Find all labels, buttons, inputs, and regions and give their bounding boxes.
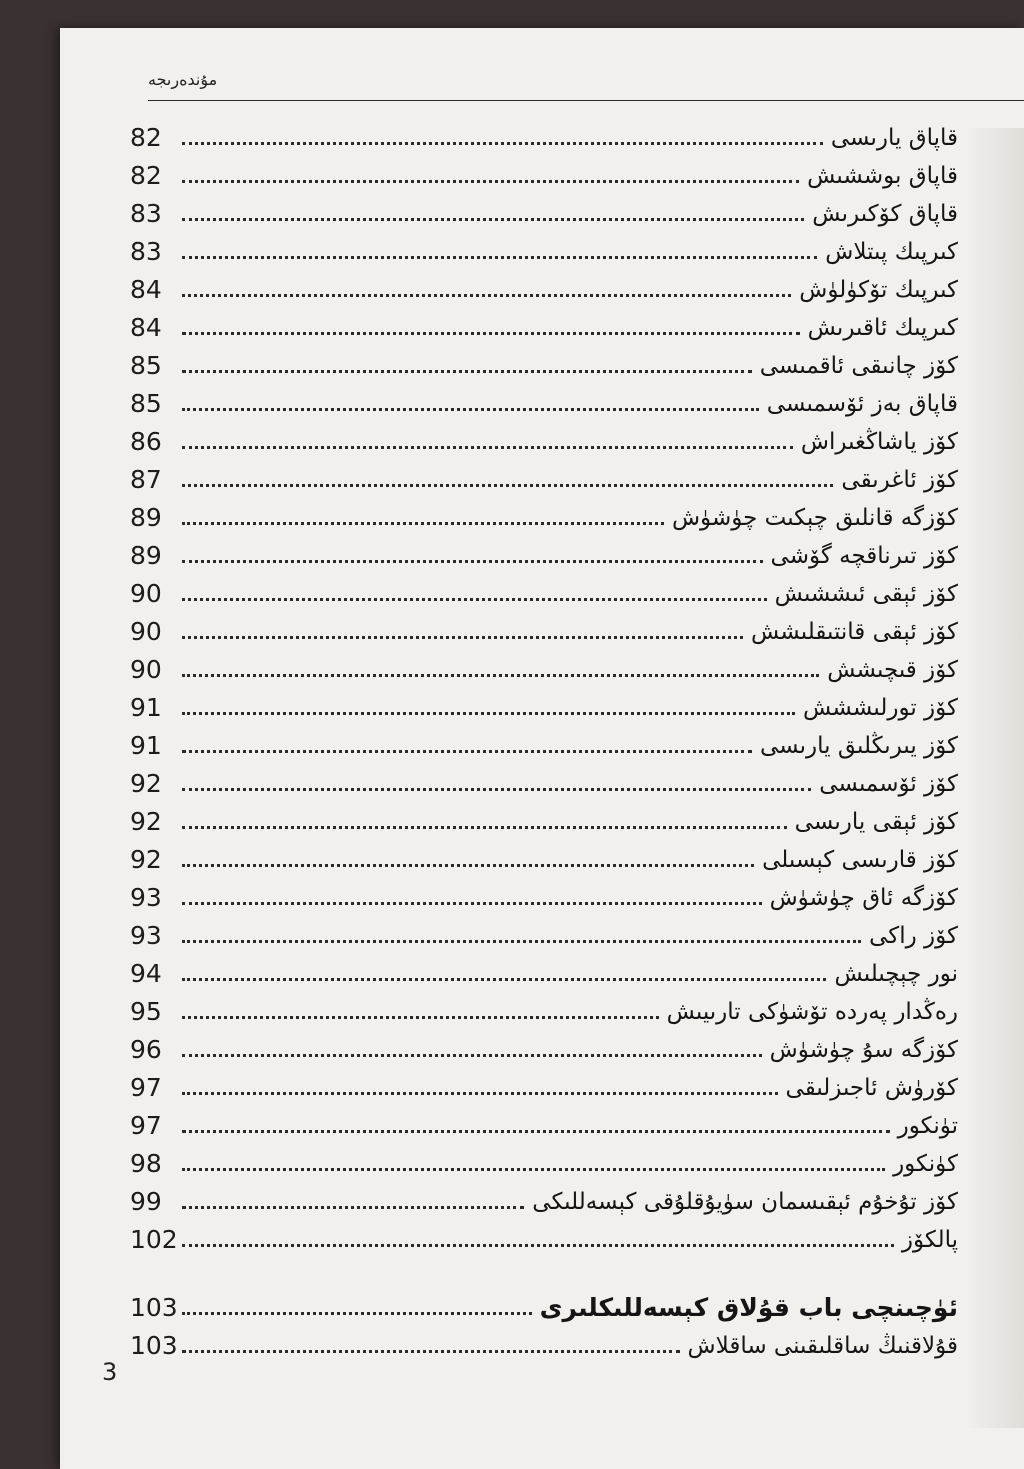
- dot-leader: [182, 1168, 885, 1171]
- dot-leader: [182, 1350, 680, 1353]
- dot-leader: [182, 560, 763, 563]
- toc-page-number: 82: [130, 161, 162, 190]
- toc-page-number: 85: [130, 351, 162, 380]
- toc-entry-title: قاپاق بەز ئۆسمىسى: [766, 391, 958, 417]
- toc-entry-title: كۆرۈش ئاجىزلىقى: [785, 1075, 958, 1101]
- toc-entry: [130, 683, 958, 721]
- book-page: [60, 28, 1024, 1469]
- toc-entry: [130, 113, 958, 151]
- toc-entry: [130, 265, 958, 303]
- toc-entry: [130, 721, 958, 759]
- page-header: [148, 70, 1024, 101]
- toc-page-number: 93: [130, 921, 162, 950]
- toc-page-number: 83: [130, 199, 162, 228]
- toc-entry: [130, 1177, 958, 1215]
- toc-page-number: 90: [130, 617, 162, 646]
- dot-leader: [182, 180, 799, 183]
- page-folio: 3: [102, 1358, 118, 1386]
- toc-entry-title: كۆزگە قانلىق چېكىت چۈشۈش: [671, 505, 958, 531]
- toc-page-number: 90: [130, 579, 162, 608]
- toc-page-number: 87: [130, 465, 162, 494]
- dot-leader: [182, 294, 791, 297]
- toc-entry: [130, 1321, 958, 1359]
- dot-leader: [182, 940, 861, 943]
- toc-entry: [130, 189, 958, 227]
- dot-leader: [182, 712, 795, 715]
- dot-leader: [182, 750, 752, 753]
- toc-entry: [130, 417, 958, 455]
- toc-page-number: 94: [130, 959, 162, 988]
- toc-entry: [130, 645, 958, 683]
- toc-entry: [130, 873, 958, 911]
- dot-leader: [182, 978, 826, 981]
- dot-leader: [182, 218, 804, 221]
- page-shadow: [964, 128, 1024, 1428]
- toc-entry: [130, 531, 958, 569]
- toc-entry: [130, 569, 958, 607]
- toc-page-number: 102: [130, 1225, 178, 1254]
- toc-entry-title: كۆز قىچىشش: [827, 657, 958, 683]
- toc-page-number: 99: [130, 1187, 162, 1216]
- toc-page-number: 103: [130, 1293, 178, 1322]
- dot-leader: [182, 1312, 532, 1315]
- toc-entry-title: تۈنكور: [897, 1113, 958, 1139]
- toc-entry-title: قاپاق بوششىش: [807, 163, 958, 189]
- toc-entry-title: كۆز تۇخۇم ئېقىسمان سۈيۇقلۇقى كېسەللىكى: [532, 1189, 958, 1215]
- dot-leader: [182, 598, 767, 601]
- toc-entry-title: كىرپىك ئاقىرىش: [807, 315, 958, 341]
- dot-leader: [182, 256, 817, 259]
- table-of-contents: [130, 113, 958, 1359]
- toc-page-number: 89: [130, 503, 162, 532]
- toc-page-number: 89: [130, 541, 162, 570]
- toc-page-number: 95: [130, 997, 162, 1026]
- toc-page-number: 92: [130, 807, 162, 836]
- toc-entry: [130, 151, 958, 189]
- toc-entry-title: قاپاق كۆكىرىش: [812, 201, 958, 227]
- toc-entry-title: رەڭدار پەردە تۆشۈكى تارىيىش: [666, 999, 958, 1025]
- dot-leader: [182, 370, 752, 373]
- toc-entry-title: پالكۆز: [901, 1227, 958, 1253]
- toc-entry: [130, 303, 958, 341]
- toc-entry-title: كۆز ئېقى قانتىقلىشش: [750, 619, 958, 645]
- toc-entry-title: كۆز راكى: [869, 923, 958, 949]
- toc-page-number: 98: [130, 1149, 162, 1178]
- dot-leader: [182, 522, 664, 525]
- toc-entry: [130, 835, 958, 873]
- toc-entry-title: كۆز ئۆسمىسى: [819, 771, 958, 797]
- toc-page-number: 82: [130, 123, 162, 152]
- dot-leader: [182, 674, 819, 677]
- toc-entry: [130, 1139, 958, 1177]
- toc-entry-title: كۆز ئېقى ئىششىش: [774, 581, 958, 607]
- toc-page-number: 84: [130, 275, 162, 304]
- dot-leader: [182, 902, 762, 905]
- toc-entry-title: كۈنكور: [893, 1151, 958, 1177]
- toc-entry: [130, 759, 958, 797]
- toc-entry: [130, 341, 958, 379]
- dot-leader: [182, 408, 759, 411]
- toc-page-number: 92: [130, 769, 162, 798]
- dot-leader: [182, 826, 787, 829]
- toc-page-number: 91: [130, 731, 162, 760]
- toc-entry: [130, 1063, 958, 1101]
- toc-page-number: 103: [130, 1331, 178, 1360]
- toc-entry-title: كۆز تىرناقچە گۆشى: [770, 543, 958, 569]
- toc-entry: [130, 1215, 958, 1253]
- dot-leader: [182, 446, 793, 449]
- dot-leader: [182, 636, 743, 639]
- toc-page-number: 93: [130, 883, 162, 912]
- toc-entry: [130, 949, 958, 987]
- toc-entry-title: كۆز ياشاڭغىراش: [800, 429, 958, 455]
- toc-entry-title: كۆزگە ئاق چۈشۈش: [769, 885, 958, 911]
- toc-chapter-heading: [130, 1283, 958, 1321]
- toc-page-number: 84: [130, 313, 162, 342]
- toc-page-number: 96: [130, 1035, 162, 1064]
- toc-entry-title: كۆز چانىقى ئاقمىسى: [759, 353, 958, 379]
- toc-entry-title: كۆز تورلىششش: [803, 695, 958, 721]
- toc-page-number: 97: [130, 1111, 162, 1140]
- running-head: مۇندەرىجە: [148, 70, 218, 89]
- toc-entry-title: قاپاق يارىسى: [830, 125, 958, 151]
- toc-page-number: 91: [130, 693, 162, 722]
- dot-leader: [182, 1244, 894, 1247]
- toc-entry-title: كۆز يىرىڭلىق يارىسى: [759, 733, 958, 759]
- toc-entry: [130, 493, 958, 531]
- dot-leader: [182, 864, 754, 867]
- toc-entry-title: نور چېچىلىش: [834, 961, 958, 987]
- toc-entry-title: كىرپىك تۆكۈلۈش: [799, 277, 958, 303]
- toc-page-number: 85: [130, 389, 162, 418]
- toc-entry: [130, 797, 958, 835]
- dot-leader: [182, 1206, 524, 1209]
- toc-entry: [130, 987, 958, 1025]
- dot-leader: [182, 332, 800, 335]
- toc-page-number: 92: [130, 845, 162, 874]
- toc-entry: [130, 227, 958, 265]
- dot-leader: [182, 1092, 778, 1095]
- toc-entry-title: قۇلاقنىڭ ساقلىقىنى ساقلاش: [687, 1333, 958, 1359]
- toc-page-number: 90: [130, 655, 162, 684]
- toc-entry: [130, 379, 958, 417]
- dot-leader: [182, 1054, 762, 1057]
- toc-entry: [130, 607, 958, 645]
- dot-leader: [182, 1130, 890, 1133]
- toc-page-number: 83: [130, 237, 162, 266]
- toc-page-number: 86: [130, 427, 162, 456]
- dot-leader: [182, 484, 833, 487]
- toc-entry: [130, 455, 958, 493]
- toc-entry-title: كۆز ئېقى يارىسى: [794, 809, 958, 835]
- toc-entry-title: كۆزگە سۇ چۈشۈش: [769, 1037, 958, 1063]
- toc-page-number: 97: [130, 1073, 162, 1102]
- toc-entry: [130, 1101, 958, 1139]
- dot-leader: [182, 142, 823, 145]
- toc-entry-title: كۆز قارىسى كېسىلى: [762, 847, 958, 873]
- dot-leader: [182, 788, 811, 791]
- toc-chapter-title: ئۈچىنچى باب قۇلاق كېسەللىكلىرى: [539, 1293, 958, 1322]
- toc-entry-title: كۆز ئاغرىقى: [841, 467, 958, 493]
- toc-entry: [130, 1025, 958, 1063]
- toc-entry: [130, 911, 958, 949]
- toc-entry-title: كىرپىك پىتلاش: [825, 239, 958, 265]
- dot-leader: [182, 1016, 659, 1019]
